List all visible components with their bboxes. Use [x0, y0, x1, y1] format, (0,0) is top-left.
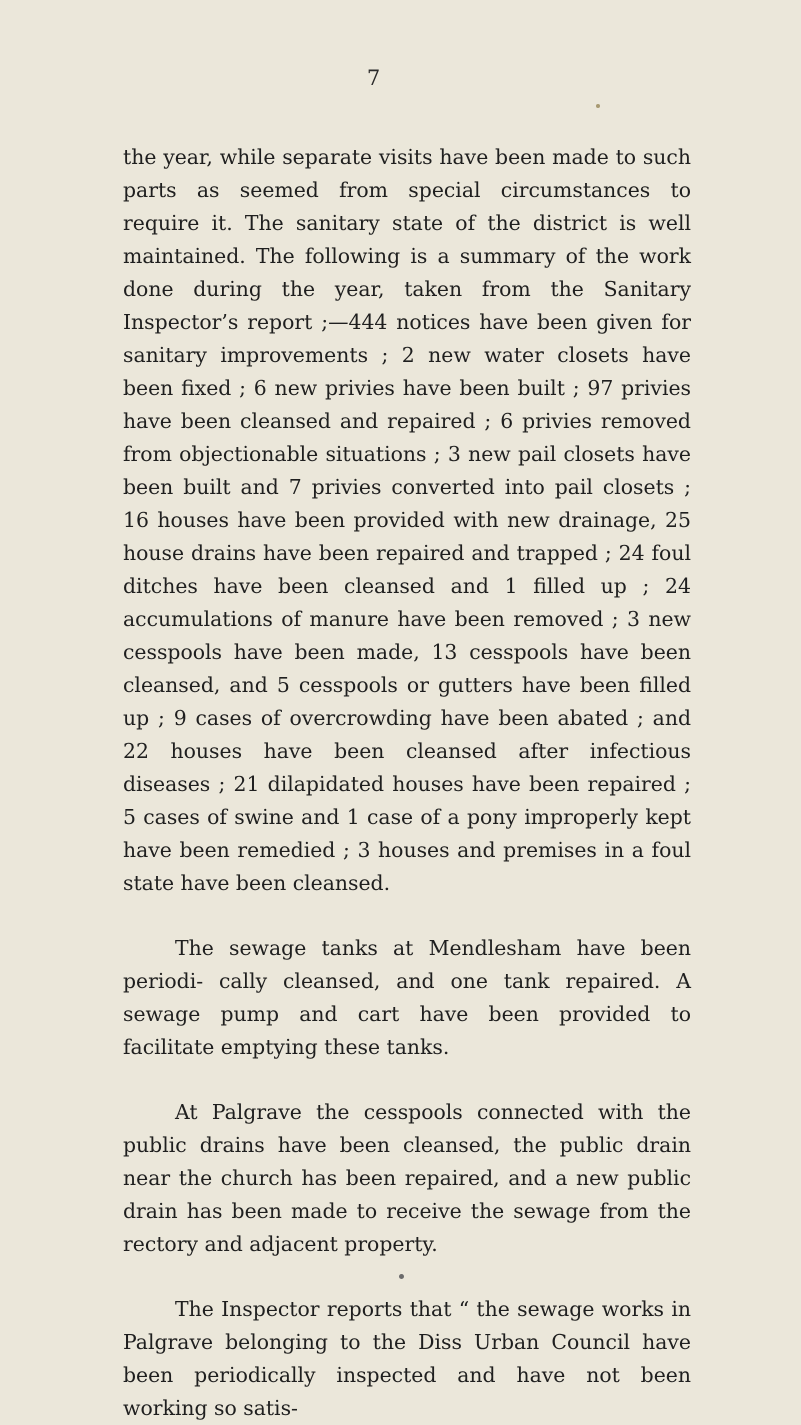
- ink-speck: [399, 1274, 404, 1279]
- paragraph-mendlesham: The sewage tanks at Mendlesham have been periodi- cally cleansed, and one tank repaired. A sewage pump and cart have been provided to facilitate emptying these tanks.: [123, 936, 691, 1059]
- body-text: [123, 141, 691, 1425]
- paragraph-inspector-report: The Inspector reports that “ the sewage works in Palgrave belonging to the Diss Urban Council have been periodically inspected and have not been working so satis-: [123, 1297, 691, 1420]
- ink-speck: [596, 104, 600, 108]
- paragraph-sanitary-summary: the year, while separate visits have been made to such parts as seemed from special circumstances to require it. The sanitary state of the district is well maintained. The following is a summary of the work done during the year, taken from the Sanitary Inspector’s report ;—444 notices have been given for sanitary improvements ; 2 new water closets have been fixed ; 6 new privies have been built ; 97 privies have been cleansed and repaired ; 6 privies removed from objectionable situations ; 3 new pail closets have been built and 7 privies converted into pail closets ; 16 houses have been provided with new drainage, 25 house drains have been repaired and trapped ; 24 foul ditches have been cleansed and 1 filled up ; 24 accumulations of manure have been removed ; 3 new cesspools have been made, 13 cesspools have been cleansed, and 5 cesspools or gutters have been filled up ; 9 cases of overcrowding have been abated ; and 22 houses have been cleansed after infectious diseases ; 21 dilapidated houses have been repaired ; 5 cases of swine and 1 case of a pony improperly kept have been remedied ; 3 houses and premises in a foul state have been cleansed.: [123, 145, 691, 895]
- paragraph-palgrave: At Palgrave the cesspools connected with the public drains have been cleansed, the public drain near the church has been repaired, and a new public drain has been made to receive the sewage from the rectory and adjacent property.: [123, 1100, 691, 1256]
- page-number: 7: [366, 66, 381, 90]
